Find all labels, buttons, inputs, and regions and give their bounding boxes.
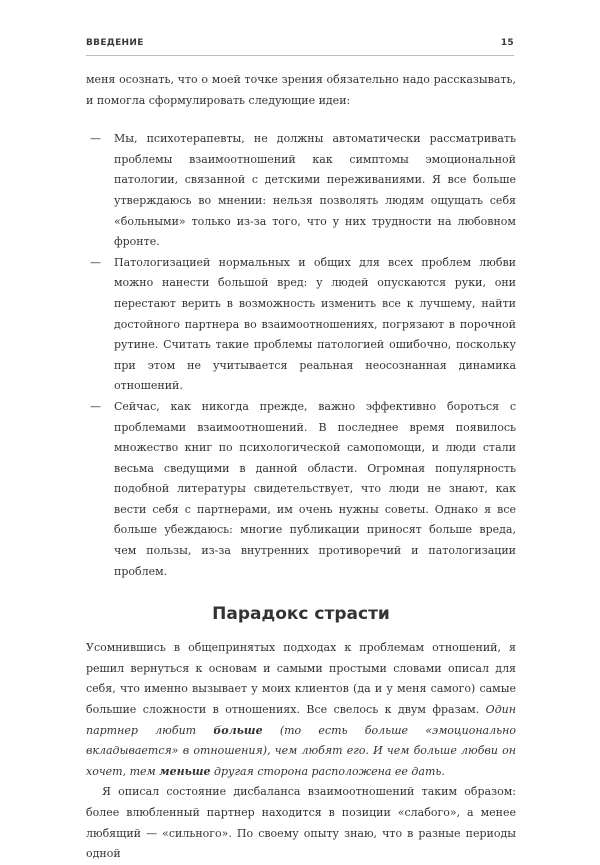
ideas-list: [86, 129, 516, 582]
header-divider: [86, 55, 514, 56]
emphasis-text: Один партнер любит: [86, 703, 516, 737]
section-title: ВВЕДЕНИЕ: [86, 38, 144, 48]
list-item: [86, 397, 516, 582]
bold-emphasis-text: меньше: [159, 764, 211, 778]
page-number: 15: [500, 38, 514, 48]
section-heading: Парадокс страсти: [212, 604, 390, 625]
section-paragraph-2: Я описал состояние дисбаланса взаимоотношений таким образом: более влюбленный партнер находится в позиции «слабого», а менее любящий — «сильного». По своему опыту знаю, что в разные периоды одной: [86, 785, 516, 861]
list-item: [86, 253, 516, 397]
list-dash: —: [90, 255, 101, 269]
paragraph-text: Усомнившись в общепринятых подходах к проблемам отношений, я решил вернуться к основам и самыми простыми словами описал для себя, что именно вызывает у моих клиентов (да и у меня самого) самые большие сложности в отношениях. Все свелось к двум фразам.: [86, 641, 516, 717]
section-paragraph-1: [86, 638, 516, 782]
list-item-text: Патологизацией нормальных и общих для всех проблем любви можно нанести большой вред: у людей опускаются руки, они перестают верить в возможность изменить все к лучшему, найти достойного партнера во взаимоотношениях, погрязают в порочной рутине. Считать такие проблемы патологией ошибочно, поскольку при этом не учитывается реальная неосознанная динамика отношений.: [114, 255, 516, 393]
running-header: [86, 38, 514, 56]
list-item-text: Мы, психотерапевты, не должны автоматически рассматривать проблемы взаимоотношений как симптомы эмоциональной патологии, связанной с детскими переживаниями. Я все больше утверждаюсь во мнении: нельзя позволять людям ощущать себя «больными» только из-за того, что у них трудности на любовном фронте.: [114, 132, 516, 249]
intro-paragraph: меня осознать, что о моей точке зрения обязательно надо рассказывать, и помогла сформулировать следующие идеи:: [86, 73, 516, 107]
emphasis-text: другая сторона расположена ее дать.: [210, 764, 445, 778]
list-item-text: Сейчас, как никогда прежде, важно эффективно бороться с проблемами взаимоотношений. В последнее время появилось множество книг по психологической самопомощи, и люди стали весьма сведущими в данной области. Огромная популярность подобной литературы свидетельствует, что люди не знают, как вести себя с партнерами, им очень нужны советы. Однако я все больше убеждаюсь: многие публикации приносят больше вреда, чем пользы, из-за внутренних противоречий и патологизации проблем.: [114, 399, 516, 578]
list-dash: —: [90, 132, 101, 146]
bold-emphasis-text: больше: [213, 723, 263, 737]
list-dash: —: [90, 399, 101, 413]
emphasis-text: (то есть больше «эмоционально вкладывается» в отношения), чем любят его. И чем больше любви он хочет, тем: [86, 723, 516, 778]
list-item: [86, 129, 516, 253]
page-body: [86, 70, 516, 865]
